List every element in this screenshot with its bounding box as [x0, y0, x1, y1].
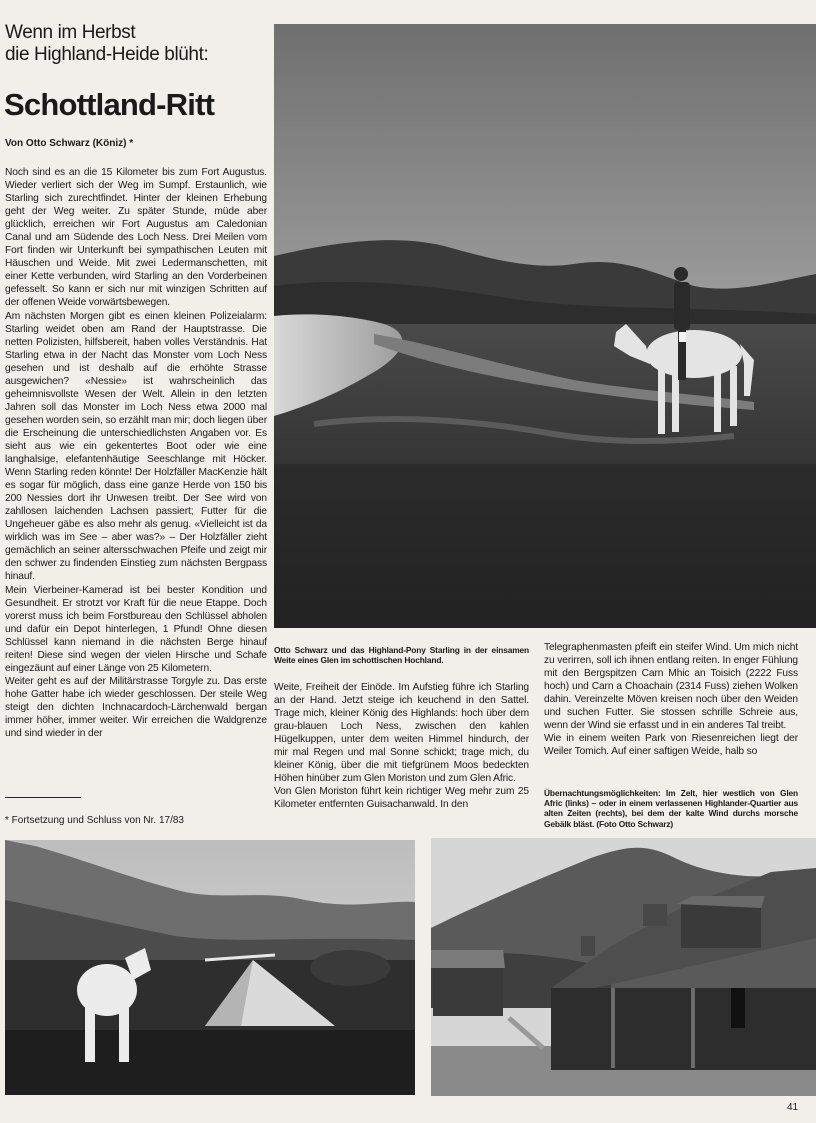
photo-tent-and-pony [5, 840, 415, 1095]
text-column-3 [544, 641, 798, 775]
article-byline: Von Otto Schwarz (Köniz) * [5, 138, 134, 149]
photo-caption-bottom: Übernachtungsmöglichkeiten: Im Zelt, hier westlich von Glen Afric (links) – oder in einem verlassenen Highlander-Quartier aus alten Zeiten (rechts), bei dem der kalte Wind durchs morsche Gebälk bläst. (Foto Otto Schwarz) [544, 788, 798, 829]
paragraph: Noch sind es an die 15 Kilometer bis zum Fort Augustus. Wieder verliert sich der Weg im Sumpf. Erstaunlich, wie Starling sich zurechtfindet. Hinter der kleinen Erhebung geht der Weg weiter. Zu später Stunde, müde aber glücklich, erreichen wir Fort Augustus am Caledonian Canal und am Südende des Loch Ness. Drei Meilen vom Fort finden wir Unterkunft bei sympathischen Leuten mit Häuschen und Weide. Mit zwei Ledermanschetten, mit einer Kette verbunden, wird Starling an den Vorderbeinen gefesselt. So kann er sich nur mit winzigen Schritten auf der offenen Weide vorwärtsbewegen. [5, 167, 267, 309]
article-subtitle [5, 22, 267, 66]
paragraph: Weite, Freiheit der Einöde. Im Aufstieg führe ich Starling an der Hand. Jetzt steige ich keuchend in den Sattel. Trage mich, kleiner König des Highlands: hoch über dem grau-blauen Loch Ness, zwischen den kahlen Hügelkuppen, unter dem weiten Himmel hindurch, der mir mal Regen und mal Sonne schickt; trage mich, du kleiner König, über die mit tiefgrünem Moos bedeckten Höhen hinüber zum Glen Moriston und zum Glen Afric. [274, 682, 529, 785]
subtitle-line-2: die Highland-Heide blüht: [5, 44, 209, 65]
text-column-1 [5, 166, 267, 786]
photo-highlander-cottage [431, 838, 816, 1096]
footnote: * Fortsetzung und Schluss von Nr. 17/83 [5, 815, 184, 826]
text-column-2 [274, 681, 529, 831]
paragraph: Telegraphenmasten pfeift ein steifer Wind. Um mich nicht zu verirren, soll ich ihnen entlang reiten. In enger Fühlung mit den Bergspitzen Carn Mhic an Toisich (2222 Fuss hoch) und Carn a Choachain (2314 Fuss) ziehen Wolken dahin. Vereinzelte Möven kreisen noch über den Weiden und suchen Futter. Sie stossen schrille Schreie aus, wenn der Wind sie erfasst und in ein anderes Tal treibt. [544, 642, 798, 732]
paragraph: Wie in einem weiten Park von Riesenreichen liegt der Weiler Tomich. Auf einer saftigen Weide, halb so [544, 733, 798, 758]
paragraph: Am nächsten Morgen gibt es einen kleinen Polizeialarm: Starling weidet oben am Rand der Hauptstrasse. Die netten Polizisten, hilfsbereit, haben volles Verständnis. Hat Starling etwa in der Nacht das Monster vom Loch Ness gesehen und ist deshalb auf die erhöhte Strasse ausgewichen? «Nessie» ist wahrscheinlich das geheimnisvollste Wesen der Welt. Allein in den letzten Jahren soll das Monster im Loch Ness etwa 2000 mal gesehen worden sein, so erzählt man mir; doch liegen über die Erscheinung die unterschiedlichsten Angaben vor. Es sieht aus wie ein gekentertes Boot oder wie eine langhalsige, elefantenhäutige Seeschlange mit Höcker. Wenn Starling reden könnte! Der Holzfäller MacKenzie hält es sogar für möglich, dass eine ganze Herde von 150 bis 200 Nessies dort ihr Unwesen treibt. Der See wird von zahllosen laichenden Lachsen passiert; Futter für die Ungeheuer gäbe es also mehr als genug. «Vielleicht ist da wirklich was im See – aber was?» – Der Holzfäller zieht gemächlich an seiner altersschwachen Pfeife und zeigt mir den schwer zu findenden Einstieg zum nächsten Bergpass hinauf. [5, 310, 267, 583]
footnote-rule [5, 797, 81, 798]
paragraph: Mein Vierbeiner-Kamerad ist bei bester Kondition und Gesundheit. Er strotzt vor Kraft für die neue Etappe. Doch vorerst muss ich beim Forstbureau den Schlüssel abholen und dafür ein Depot hinterlegen, 1 Pfund! Ohne diesen Schlüssel kann niemand in die nächsten Berge hinauf reiten! Diese sind wegen der vielen Hirsche und Schafe eingezäunt auf einer Länge von 25 Kilometern. [5, 584, 267, 674]
article-title: Schottland-Ritt [4, 87, 215, 122]
photo-caption-main: Otto Schwarz und das Highland-Pony Starling in der einsamen Weite eines Glen im schottischen Hochland. [274, 645, 529, 666]
paragraph: Von Glen Moriston führt kein richtiger Weg mehr zum 25 Kilometer entfernten Guisachanwald. In den [274, 786, 529, 811]
page-number: 41 [787, 1102, 799, 1113]
photo-rider-on-pony [274, 24, 816, 628]
subtitle-line-1: Wenn im Herbst [5, 22, 136, 43]
paragraph: Weiter geht es auf der Militärstrasse Torgyle zu. Das erste hohe Gatter habe ich wieder geschlossen. Der steile Weg steigt den dichten Inchnacardoch-Lärchenwald bergan immer höher, immer weiter. Wir erreichen die Waldgrenze und sind wieder in der [5, 675, 267, 740]
